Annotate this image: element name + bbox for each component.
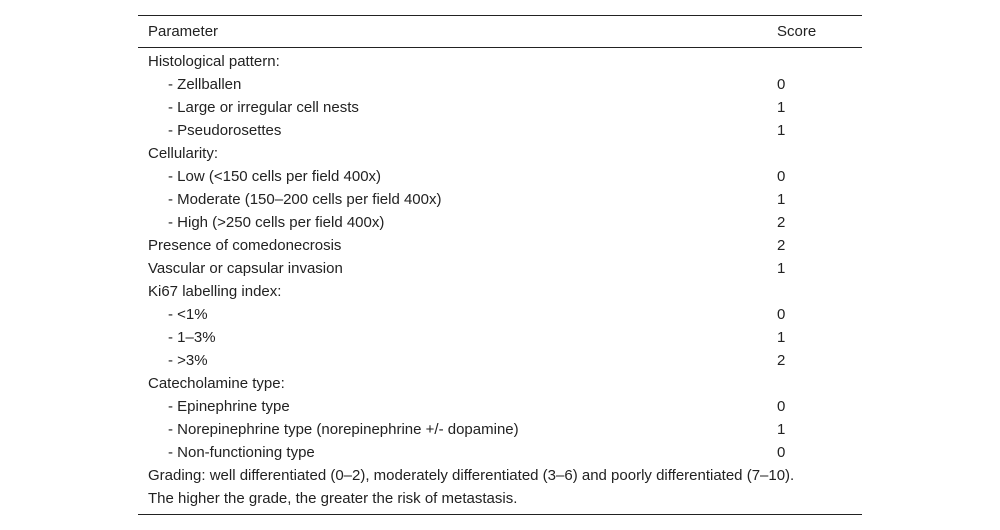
row-label: - <1% xyxy=(168,306,208,323)
row-score: 1 xyxy=(777,260,786,277)
row-score: 1 xyxy=(777,329,786,346)
row-score: 0 xyxy=(777,76,786,93)
row-label: - High (>250 cells per field 400x) xyxy=(168,214,385,231)
row-score: 0 xyxy=(777,306,786,323)
row-score: 0 xyxy=(777,398,786,415)
table-row xyxy=(138,257,862,280)
table-row xyxy=(138,280,862,303)
row-label: Vascular or capsular invasion xyxy=(148,260,343,277)
table-row xyxy=(138,395,862,418)
header-score: Score xyxy=(777,23,817,40)
row-score: 0 xyxy=(777,168,786,185)
table-row xyxy=(138,188,862,211)
table-row xyxy=(138,73,862,96)
row-label: - Non-functioning type xyxy=(168,444,315,461)
row-label: - Pseudorosettes xyxy=(168,122,282,139)
table-row xyxy=(138,96,862,119)
scoring-table xyxy=(138,15,862,515)
row-label: Ki67 labelling index: xyxy=(148,283,282,300)
row-score: 1 xyxy=(777,99,786,116)
row-label: - Norepinephrine type (norepinephrine +/- dopamine) xyxy=(168,421,519,438)
row-label: Presence of comedonecrosis xyxy=(148,237,342,254)
table-row xyxy=(138,234,862,257)
table-footnote xyxy=(138,464,862,515)
table-header xyxy=(138,16,862,48)
table-row xyxy=(138,165,862,188)
row-score: 1 xyxy=(777,122,786,139)
header-parameter: Parameter xyxy=(148,23,219,40)
table-row xyxy=(138,372,862,395)
row-score: 2 xyxy=(777,237,786,254)
row-score: 2 xyxy=(777,352,786,369)
footnote-risk: The higher the grade, the greater the risk of metastasis. xyxy=(148,490,518,507)
table-row xyxy=(138,142,862,165)
table-body xyxy=(138,48,862,464)
table-row xyxy=(138,50,862,73)
table-row xyxy=(138,211,862,234)
row-label: - >3% xyxy=(168,352,208,369)
row-label: Histological pattern: xyxy=(148,53,280,70)
row-score: 1 xyxy=(777,191,786,208)
table-row xyxy=(138,303,862,326)
table-row xyxy=(138,441,862,464)
table-row xyxy=(138,418,862,441)
table-row xyxy=(138,349,862,372)
row-label: - Zellballen xyxy=(168,76,242,93)
row-label: Cellularity: xyxy=(148,145,219,162)
row-label: Catecholamine type: xyxy=(148,375,285,392)
row-label: - Epinephrine type xyxy=(168,398,290,415)
footnote-grading: Grading: well differentiated (0–2), moderately differentiated (3–6) and poorly differentiated (7–10). xyxy=(148,467,795,484)
row-label: - Moderate (150–200 cells per field 400x) xyxy=(168,191,442,208)
table-row xyxy=(138,119,862,142)
row-score: 2 xyxy=(777,214,786,231)
table-row xyxy=(138,326,862,349)
row-label: - Low (<150 cells per field 400x) xyxy=(168,168,382,185)
row-score: 0 xyxy=(777,444,786,461)
row-label: - 1–3% xyxy=(168,329,216,346)
row-score: 1 xyxy=(777,421,786,438)
row-label: - Large or irregular cell nests xyxy=(168,99,359,116)
